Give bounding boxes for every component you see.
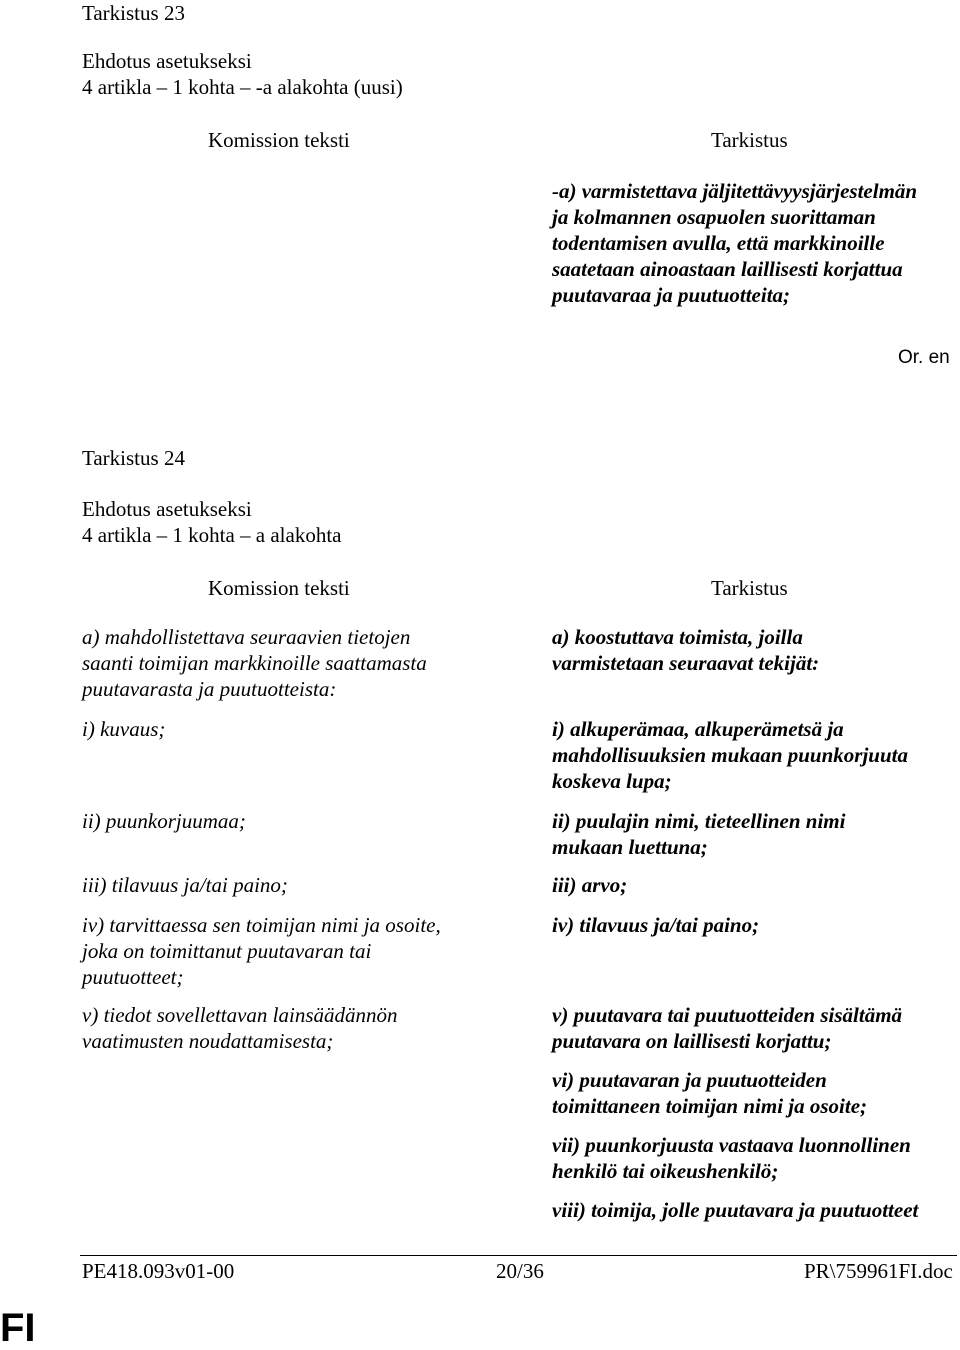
amendment24-right_items-line: vii) puunkorjuusta vastaava luonnollinen xyxy=(552,1133,911,1157)
footer-file-name: PR\759961FI.doc xyxy=(804,1259,953,1283)
amendment24-left_items-line: iii) tilavuus ja/tai paino; xyxy=(82,873,288,897)
amendment24-left_items-line: iv) tarvittaessa sen toimijan nimi ja osoite, xyxy=(82,913,441,937)
amendment24-right_items-line: koskeva lupa; xyxy=(552,769,672,793)
amendment-24-reference: 4 artikla – 1 kohta – a alakohta xyxy=(82,523,342,547)
amendment24-right_items-line: mukaan luettuna; xyxy=(552,835,708,859)
footer-doc-ref: PE418.093v01-00 xyxy=(82,1259,235,1283)
footer-rule xyxy=(80,1255,957,1256)
amendment24-left_items-line: a) mahdollistettava seuraavien tietojen xyxy=(82,625,411,649)
amendment24-left_items-line: v) tiedot sovellettavan lainsäädännön xyxy=(82,1003,398,1027)
amendment-24-proposal: Ehdotus asetukseksi xyxy=(82,497,252,521)
amendment-23-right-line: saatetaan ainoastaan laillisesti korjattua xyxy=(552,257,903,281)
amendment24-left_items-line: i) kuvaus; xyxy=(82,717,166,741)
amendment24-right_items-line: iv) tilavuus ja/tai paino; xyxy=(552,913,760,937)
amendment24-right_items-line: henkilö tai oikeushenkilö; xyxy=(552,1159,779,1183)
amendment-23-title: Tarkistus 23 xyxy=(82,1,185,25)
amendment24-right_items-line: ii) puulajin nimi, tieteellinen nimi xyxy=(552,809,846,833)
amendment24-right_items-line: toimittaneen toimijan nimi ja osoite; xyxy=(552,1094,868,1118)
amendment24-left_items-line: joka on toimittanut puutavaran tai xyxy=(82,939,372,963)
amendment24-left_items-line: puutavarasta ja puutuotteista: xyxy=(82,677,337,701)
amendment-23-right-line: -a) varmistettava jäljitettävyysjärjestelmän xyxy=(552,179,918,203)
footer-language-code: FI xyxy=(0,1306,36,1350)
amendment24-left_items-line: ii) puunkorjuumaa; xyxy=(82,809,246,833)
amendment-24-col-right-header: Tarkistus xyxy=(711,576,788,600)
amendment24-right_items-line: varmistetaan seuraavat tekijät: xyxy=(552,651,820,675)
amendment24-left_items-line: saanti toimijan markkinoille saattamasta xyxy=(82,651,427,675)
amendment24-right_items-line: iii) arvo; xyxy=(552,873,628,897)
amendment-23-right-line: todentamisen avulla, että markkinoille xyxy=(552,231,885,255)
amendment24-right_items-line: viii) toimija, jolle puutavara ja puutuotteet xyxy=(552,1198,919,1222)
amendment-23-right-line: puutavaraa ja puutuotteita; xyxy=(552,283,791,307)
amendment-24-title: Tarkistus 24 xyxy=(82,446,185,470)
amendment-23-reference: 4 artikla – 1 kohta – -a alakohta (uusi) xyxy=(82,75,403,99)
amendment24-right_items-line: a) koostuttava toimista, joilla xyxy=(552,625,803,649)
amendment-23-original-language: Or. en xyxy=(898,347,950,368)
amendment24-right_items-line: i) alkuperämaa, alkuperämetsä ja xyxy=(552,717,844,741)
amendment24-left_items-line: puutuotteet; xyxy=(82,965,184,989)
amendment24-right_items-line: v) puutavara tai puutuotteiden sisältämä xyxy=(552,1003,903,1027)
amendment-24-col-left-header: Komission teksti xyxy=(208,576,350,600)
amendment24-right_items-line: vi) puutavaran ja puutuotteiden xyxy=(552,1068,827,1092)
amendment-23-col-left-header: Komission teksti xyxy=(208,128,350,152)
amendment24-right_items-line: mahdollisuuksien mukaan puunkorjuuta xyxy=(552,743,908,767)
amendment24-left_items-line: vaatimusten noudattamisesta; xyxy=(82,1029,334,1053)
amendment-23-col-right-header: Tarkistus xyxy=(711,128,788,152)
amendment-23-right-line: ja kolmannen osapuolen suorittaman xyxy=(552,205,876,229)
amendment24-right_items-line: puutavara on laillisesti korjattu; xyxy=(552,1029,832,1053)
footer-page-number: 20/36 xyxy=(496,1259,544,1283)
amendment-23-proposal: Ehdotus asetukseksi xyxy=(82,49,252,73)
